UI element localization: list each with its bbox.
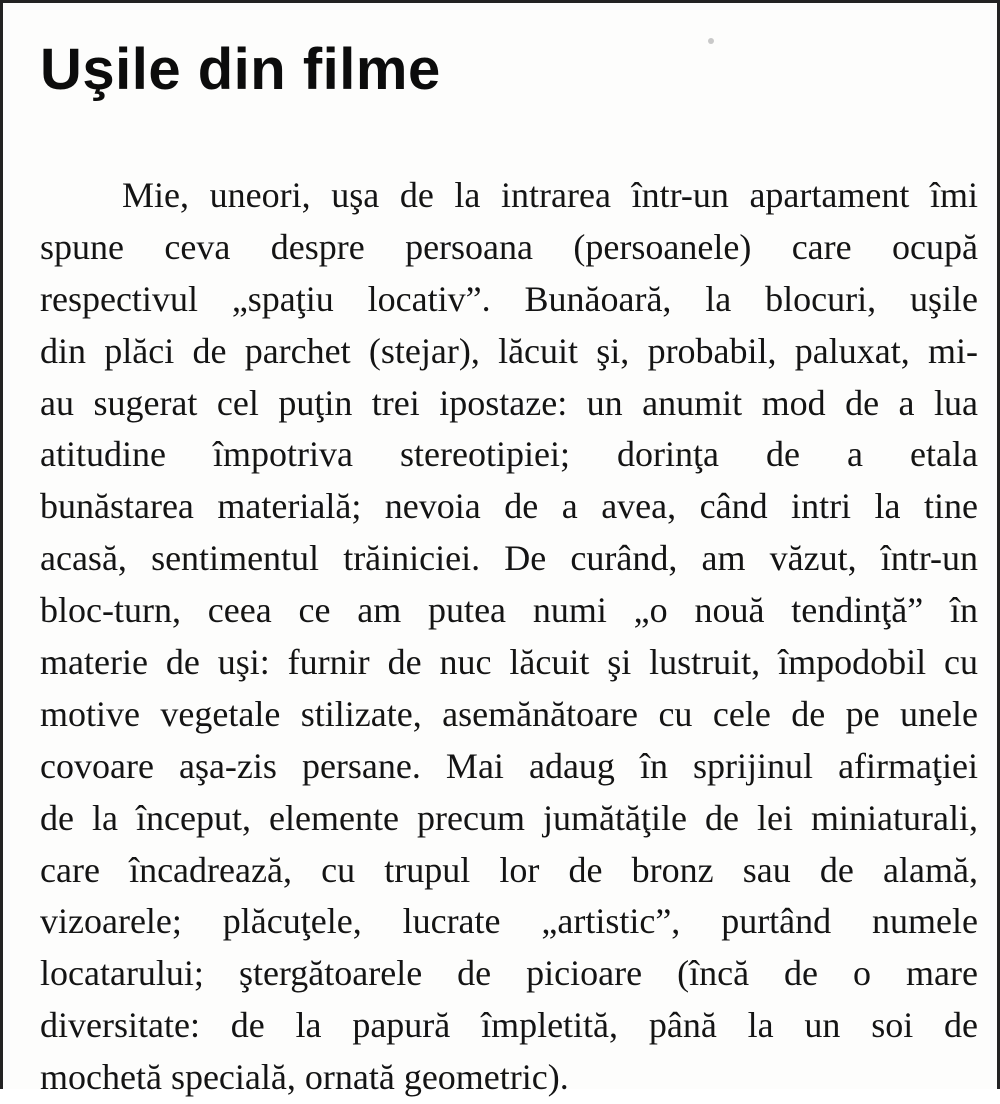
paragraph-line: diversitate: de la papură împletită, până la un soi de (40, 1005, 978, 1046)
paragraph-line: materie de uşi: furnir de nuc lăcuit şi lustruit, împodobil cu (40, 642, 978, 683)
paragraph-line: care încadrează, cu trupul lor de bronz sau de alamă, (40, 849, 978, 890)
paragraph-line: atitudine împotriva stereotipiei; dorinţa de a etala (40, 434, 978, 475)
scan-speck (708, 38, 714, 44)
paragraph-line: bloc-turn, ceea ce am putea numi „o nouă tendinţă” în (40, 590, 978, 631)
paragraph-line: de la început, elemente precum jumătăţile de lei miniaturali, (40, 797, 978, 838)
scan-border-top (0, 0, 1000, 3)
paragraph-line: au sugerat cel puţin trei ipostaze: un anumit mod de a lua (40, 382, 978, 423)
paragraph-line: locatarului; ştergătoarele de picioare (încă de o mare (40, 953, 978, 994)
paragraph-line: Mie, uneori, uşa de la intrarea într-un apartament îmi (122, 175, 978, 215)
paragraph-line: acasă, sentimentul trăiniciei. De curând, am văzut, într-un (40, 538, 978, 579)
article-paragraph (40, 170, 978, 1104)
paragraph-line: vizoarele; plăcuţele, lucrate „artistic”, purtând numele (40, 901, 978, 942)
paragraph-line: motive vegetale stilizate, asemănătoare cu cele de pe unele (40, 693, 978, 734)
paragraph-line: spune ceva despre persoana (persoanele) care ocupă (40, 226, 978, 267)
paragraph-line: respectivul „spaţiu locativ”. Bunăoară, la blocuri, uşile (40, 278, 978, 319)
article-title: Uşile din filme (40, 37, 441, 102)
paragraph-line: covoare aşa-zis persane. Mai adaug în sprijinul afirmaţiei (40, 745, 978, 786)
paragraph-line: mochetă specială, ornată geometric). (40, 1057, 569, 1098)
paragraph-line: bunăstarea materială; nevoia de a avea, când intri la tine (40, 486, 978, 527)
scan-border-left (0, 0, 3, 1089)
paragraph-line: din plăci de parchet (stejar), lăcuit şi, probabil, paluxat, mi- (40, 330, 978, 371)
